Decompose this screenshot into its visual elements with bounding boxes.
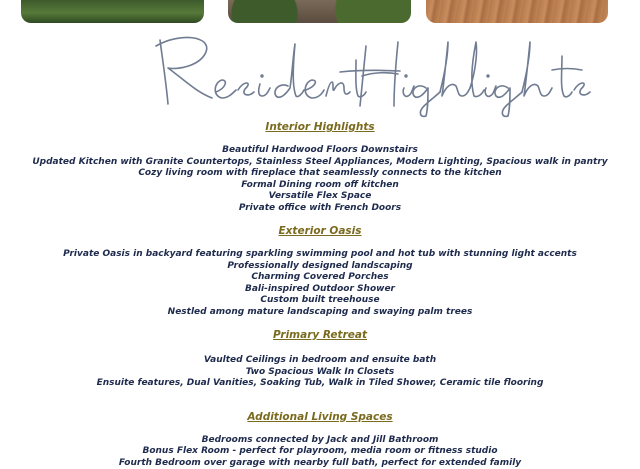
resident-highlights-script-title — [0, 26, 640, 118]
section-heading-interior: Interior Highlights — [0, 120, 640, 134]
highlight-line: Professionally designed landscaping — [0, 261, 640, 273]
highlight-line: Bedrooms connected by Jack and Jill Bathroom — [0, 435, 640, 447]
highlight-line: Vaulted Ceilings in bedroom and ensuite bath — [0, 355, 640, 367]
highlight-line: Custom built treehouse — [0, 295, 640, 307]
wood-deck-photo — [426, 0, 608, 23]
highlight-line: Bali-inspired Outdoor Shower — [0, 284, 640, 296]
highlight-line: Nestled among mature landscaping and swaying palm trees — [0, 307, 640, 319]
section-heading-primary-retreat: Primary Retreat — [0, 328, 640, 342]
highlight-line: Ensuite features, Dual Vanities, Soaking Tub, Walk in Tiled Shower, Ceramic tile flooring — [0, 378, 640, 390]
highlight-line: Bonus Flex Room - perfect for playroom, media room or fitness studio — [0, 446, 640, 458]
highlight-line: Private Oasis in backyard featuring sparkling swimming pool and hot tub with stunning light accents — [0, 249, 640, 261]
highlight-line: Versatile Flex Space — [0, 191, 640, 203]
highlight-line: Charming Covered Porches — [0, 272, 640, 284]
garden-photo — [228, 0, 411, 23]
highlight-line: Cozy living room with fireplace that seamlessly connects to the kitchen — [0, 168, 640, 180]
highlight-line: Fourth Bedroom over garage with nearby full bath, perfect for extended family — [0, 458, 640, 469]
highlight-line: Beautiful Hardwood Floors Downstairs — [0, 145, 640, 157]
highlight-line: Formal Dining room off kitchen — [0, 180, 640, 192]
lawn-photo — [21, 0, 204, 23]
highlight-line: Updated Kitchen with Granite Countertops, Stainless Steel Appliances, Modern Lighting, Spacious walk in pantry — [0, 157, 640, 169]
highlight-line: Private office with French Doors — [0, 203, 640, 215]
highlights-content — [0, 120, 640, 469]
section-heading-additional-living: Additional Living Spaces — [0, 410, 640, 424]
section-heading-exterior: Exterior Oasis — [0, 224, 640, 238]
highlight-line: Two Spacious Walk In Closets — [0, 367, 640, 379]
